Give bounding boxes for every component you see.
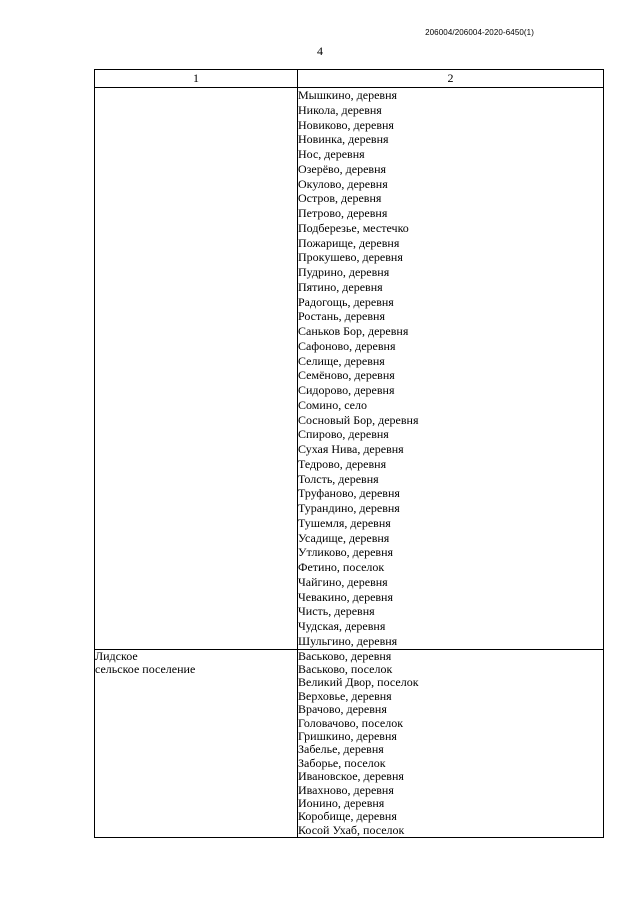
village-item: Чевакино, деревня xyxy=(298,589,393,604)
village-list-cell xyxy=(298,88,604,650)
village-item: Мышкино, деревня xyxy=(298,88,398,102)
village-item: Ивахново, деревня xyxy=(298,782,394,797)
village-item: Селище, деревня xyxy=(298,353,385,368)
village-list-cell xyxy=(298,649,604,838)
document-id: 206004/206004-2020-6450(1) xyxy=(425,28,534,37)
village-item: Тедрово, деревня xyxy=(298,456,387,471)
table-header-row xyxy=(95,70,604,88)
settlement-name-line: Лидское xyxy=(95,648,138,663)
village-item: Окулово, деревня xyxy=(298,176,388,191)
village-item: Спирово, деревня xyxy=(298,427,389,442)
settlement-name-line: сельское поселение xyxy=(95,661,196,676)
village-item: Семёново, деревня xyxy=(298,368,395,383)
village-item: Нос, деревня xyxy=(298,147,365,161)
village-item: Усадище, деревня xyxy=(298,530,390,545)
table-row xyxy=(95,88,604,650)
village-item: Васьково, деревня xyxy=(298,648,392,663)
village-item: Ивановское, деревня xyxy=(298,769,404,784)
village-item: Тушемля, деревня xyxy=(298,515,391,530)
village-item: Радогощь, деревня xyxy=(298,294,394,309)
table-row xyxy=(95,649,604,838)
village-item: Чисть, деревня xyxy=(298,604,375,619)
village-item: Остров, деревня xyxy=(298,191,382,206)
village-item: Новиково, деревня xyxy=(298,117,394,132)
village-item: Головачово, поселок xyxy=(298,715,404,730)
village-item: Гришкино, деревня xyxy=(298,728,397,743)
village-item: Великий Двор, поселок xyxy=(298,675,419,690)
column-2-header: 2 xyxy=(298,70,604,88)
settlements-table xyxy=(94,69,604,838)
village-item: Коробище, деревня xyxy=(298,809,397,824)
village-item: Пожарище, деревня xyxy=(298,235,400,250)
village-item: Верховье, деревня xyxy=(298,688,392,703)
village-item: Чайгино, деревня xyxy=(298,574,388,589)
village-item: Пятино, деревня xyxy=(298,279,383,294)
village-item: Толсть, деревня xyxy=(298,471,379,486)
village-item: Врачово, деревня xyxy=(298,702,387,717)
village-item: Труфаново, деревня xyxy=(298,486,400,501)
village-item: Заборье, поселок xyxy=(298,755,386,770)
village-item: Петрово, деревня xyxy=(298,206,388,220)
village-item: Сафоново, деревня xyxy=(298,338,396,353)
page-number: 4 xyxy=(317,44,323,58)
village-item: Пудрино, деревня xyxy=(298,265,390,279)
village-item: Васьково, поселок xyxy=(298,661,393,676)
village-item: Шульгино, деревня xyxy=(298,633,398,648)
village-item: Турандино, деревня xyxy=(298,501,400,515)
village-item: Косой Ухаб, поселок xyxy=(298,822,405,837)
settlement-name-cell xyxy=(95,649,298,838)
village-item: Сосновый Бор, деревня xyxy=(298,412,419,427)
village-item: Новинка, деревня xyxy=(298,132,389,147)
village-item: Сомино, село xyxy=(298,397,367,412)
village-item: Чудская, деревня xyxy=(298,619,386,633)
village-item: Утликово, деревня xyxy=(298,545,394,560)
village-item: Прокушево, деревня xyxy=(298,250,403,265)
village-item: Сидорово, деревня xyxy=(298,383,395,397)
village-item: Ионино, деревня xyxy=(298,795,385,810)
settlement-name-cell xyxy=(95,88,298,650)
village-item: Фетино, поселок xyxy=(298,560,385,574)
village-item: Никола, деревня xyxy=(298,102,382,117)
village-item: Сухая Нива, деревня xyxy=(298,442,404,456)
column-1-header: 1 xyxy=(95,70,298,88)
village-item: Забелье, деревня xyxy=(298,742,384,757)
village-item: Ростань, деревня xyxy=(298,309,385,324)
village-item: Саньков Бор, деревня xyxy=(298,324,409,338)
village-item: Озерёво, деревня xyxy=(298,161,387,176)
village-item: Подберезье, местечко xyxy=(298,220,409,235)
